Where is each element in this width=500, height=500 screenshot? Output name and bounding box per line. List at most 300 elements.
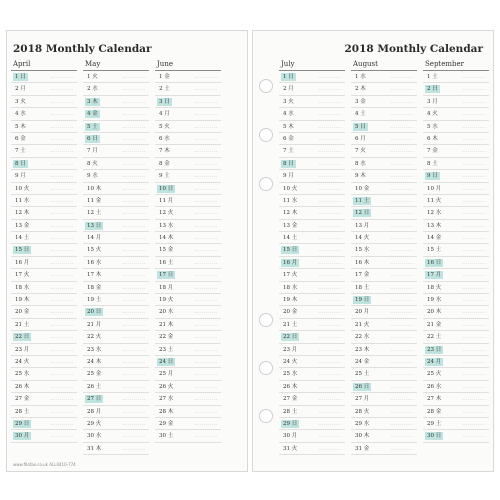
date-label: 21 土 <box>15 321 30 328</box>
date-label: 8 土 <box>427 160 438 167</box>
writing-line <box>123 387 145 388</box>
writing-line <box>391 226 413 227</box>
writing-line <box>463 250 485 251</box>
date-label: 10 月 <box>427 185 442 192</box>
writing-line <box>463 424 485 425</box>
writing-line <box>123 250 145 251</box>
writing-line <box>51 399 73 400</box>
day-row <box>83 331 149 343</box>
day-row <box>11 96 77 108</box>
date-label: 21 木 <box>159 321 174 328</box>
month-column-may <box>83 59 149 455</box>
date-label: 25 土 <box>355 371 370 378</box>
day-row <box>351 356 417 368</box>
writing-line <box>195 238 217 239</box>
date-label: 19 木 <box>15 297 30 304</box>
writing-line <box>123 362 145 363</box>
date-label: 27 木 <box>427 396 442 403</box>
date-label: 24 木 <box>87 358 102 365</box>
date-label: 13 金 <box>15 222 30 229</box>
month-column-june <box>155 59 221 443</box>
date-label: 1 火 <box>87 74 98 80</box>
writing-line <box>319 362 341 363</box>
holiday-date-label: 24 月 <box>427 358 442 365</box>
writing-line <box>195 127 217 128</box>
writing-line <box>463 226 485 227</box>
date-label: 20 金 <box>15 309 30 316</box>
writing-line <box>463 325 485 326</box>
date-label: 15 水 <box>355 247 370 254</box>
day-row <box>279 232 345 244</box>
writing-line <box>463 164 485 165</box>
writing-line <box>391 399 413 400</box>
writing-line <box>51 275 73 276</box>
writing-line <box>195 312 217 313</box>
day-row <box>423 282 489 294</box>
date-label: 19 火 <box>159 297 174 304</box>
date-label: 19 土 <box>87 297 102 304</box>
date-label: 14 月 <box>87 235 102 242</box>
writing-line <box>123 201 145 202</box>
writing-line <box>123 374 145 375</box>
day-row <box>279 381 345 393</box>
writing-line <box>51 164 73 165</box>
date-label: 31 木 <box>87 445 102 452</box>
date-label: 1 水 <box>355 74 366 80</box>
writing-line <box>319 374 341 375</box>
writing-line <box>319 226 341 227</box>
month-name: May <box>83 59 149 71</box>
writing-line <box>51 77 73 78</box>
writing-line <box>51 374 73 375</box>
date-label: 15 土 <box>427 247 442 254</box>
date-label: 2 木 <box>355 86 366 93</box>
date-label: 14 土 <box>15 235 30 242</box>
day-row <box>423 257 489 269</box>
holiday-date-label: 16 日 <box>427 259 442 266</box>
writing-line <box>463 436 485 437</box>
day-row <box>351 319 417 331</box>
holiday-date-label: 9 日 <box>427 173 438 180</box>
holiday-date-label: 4 金 <box>87 111 98 118</box>
day-row <box>423 294 489 306</box>
date-label: 23 月 <box>283 346 298 353</box>
day-row <box>351 183 417 195</box>
day-row <box>155 195 221 207</box>
day-row <box>11 207 77 219</box>
day-row <box>83 393 149 405</box>
date-label: 17 火 <box>15 272 30 279</box>
day-row <box>279 319 345 331</box>
writing-line <box>391 114 413 115</box>
date-label: 12 土 <box>87 210 102 217</box>
holiday-date-label: 29 日 <box>15 420 30 427</box>
day-row <box>279 108 345 120</box>
writing-line <box>391 288 413 289</box>
day-row <box>83 430 149 442</box>
writing-line <box>51 424 73 425</box>
writing-line <box>51 151 73 152</box>
date-label: 13 月 <box>355 222 370 229</box>
date-label: 4 月 <box>159 111 170 118</box>
date-label: 30 水 <box>87 433 102 440</box>
day-row <box>155 269 221 281</box>
day-row <box>351 71 417 83</box>
holiday-date-label: 12 日 <box>355 210 370 217</box>
date-label: 2 水 <box>87 86 98 93</box>
date-label: 25 水 <box>15 371 30 378</box>
day-row <box>155 344 221 356</box>
writing-line <box>319 300 341 301</box>
day-row <box>351 232 417 244</box>
day-row <box>155 406 221 418</box>
writing-line <box>195 114 217 115</box>
date-label: 7 土 <box>283 148 294 155</box>
writing-line <box>319 337 341 338</box>
date-label: 27 金 <box>283 396 298 403</box>
date-label: 26 木 <box>283 383 298 390</box>
holiday-date-label: 3 日 <box>159 98 170 105</box>
month-column-august <box>351 59 417 455</box>
writing-line <box>195 77 217 78</box>
writing-line <box>123 312 145 313</box>
day-row <box>11 158 77 170</box>
day-row <box>279 183 345 195</box>
writing-line <box>51 300 73 301</box>
date-label: 30 月 <box>283 433 298 440</box>
day-row <box>279 344 345 356</box>
holiday-date-label: 1 日 <box>15 74 26 80</box>
day-row <box>279 406 345 418</box>
date-label: 3 火 <box>15 98 26 105</box>
date-label: 26 木 <box>15 383 30 390</box>
date-label: 17 火 <box>283 272 298 279</box>
writing-line <box>391 250 413 251</box>
writing-line <box>51 325 73 326</box>
writing-line <box>195 213 217 214</box>
date-label: 13 木 <box>427 222 442 229</box>
day-row <box>11 170 77 182</box>
day-row <box>155 96 221 108</box>
day-row <box>155 108 221 120</box>
date-label: 3 月 <box>427 98 438 105</box>
day-row <box>423 108 489 120</box>
date-label: 18 水 <box>283 284 298 291</box>
writing-line <box>391 139 413 140</box>
day-row <box>83 220 149 232</box>
writing-line <box>463 288 485 289</box>
day-row <box>83 121 149 133</box>
day-row <box>11 220 77 232</box>
day-row <box>351 257 417 269</box>
date-label: 2 月 <box>283 86 294 93</box>
day-row <box>351 282 417 294</box>
date-label: 23 月 <box>15 346 30 353</box>
date-label: 10 火 <box>15 185 30 192</box>
date-label: 28 土 <box>283 408 298 415</box>
writing-line <box>195 325 217 326</box>
writing-line <box>463 399 485 400</box>
writing-line <box>51 412 73 413</box>
date-label: 26 水 <box>427 383 442 390</box>
publisher-footer: www.filofax.co.uk ALL0410-774 <box>13 462 76 467</box>
day-row <box>155 368 221 380</box>
day-row <box>279 306 345 318</box>
day-row <box>11 381 77 393</box>
writing-line <box>463 102 485 103</box>
writing-line <box>391 77 413 78</box>
writing-line <box>319 114 341 115</box>
day-row <box>279 257 345 269</box>
writing-line <box>463 114 485 115</box>
date-label: 7 金 <box>427 148 438 155</box>
holiday-date-label: 30 月 <box>15 433 30 440</box>
day-row <box>83 368 149 380</box>
writing-line <box>391 164 413 165</box>
writing-line <box>463 275 485 276</box>
date-label: 22 金 <box>159 334 174 341</box>
writing-line <box>123 176 145 177</box>
day-row <box>11 393 77 405</box>
day-row <box>83 145 149 157</box>
writing-line <box>391 374 413 375</box>
writing-line <box>51 362 73 363</box>
month-column-april <box>11 59 77 443</box>
date-label: 4 土 <box>355 111 366 118</box>
date-label: 3 金 <box>355 98 366 105</box>
date-label: 26 火 <box>159 383 174 390</box>
day-row <box>279 331 345 343</box>
writing-line <box>463 387 485 388</box>
date-label: 29 水 <box>355 420 370 427</box>
date-label: 10 木 <box>87 185 102 192</box>
date-label: 24 金 <box>355 358 370 365</box>
writing-line <box>123 77 145 78</box>
day-row <box>423 344 489 356</box>
day-row <box>11 232 77 244</box>
day-row <box>155 158 221 170</box>
date-label: 28 土 <box>15 408 30 415</box>
writing-line <box>463 213 485 214</box>
day-row <box>423 195 489 207</box>
day-row <box>279 71 345 83</box>
date-label: 14 金 <box>427 235 442 242</box>
writing-line <box>195 424 217 425</box>
writing-line <box>319 176 341 177</box>
writing-line <box>319 189 341 190</box>
day-row <box>279 368 345 380</box>
writing-line <box>123 226 145 227</box>
date-label: 20 水 <box>159 309 174 316</box>
writing-line <box>463 151 485 152</box>
writing-line <box>463 238 485 239</box>
day-row <box>83 207 149 219</box>
day-row <box>155 393 221 405</box>
date-label: 4 水 <box>15 111 26 118</box>
day-row <box>155 183 221 195</box>
holiday-date-label: 15 日 <box>283 247 298 254</box>
writing-line <box>123 213 145 214</box>
writing-line <box>195 288 217 289</box>
day-row <box>11 319 77 331</box>
writing-line <box>391 151 413 152</box>
writing-line <box>391 300 413 301</box>
writing-line <box>319 399 341 400</box>
date-label: 23 木 <box>355 346 370 353</box>
writing-line <box>319 213 341 214</box>
day-row <box>279 430 345 442</box>
day-row <box>351 406 417 418</box>
date-label: 22 水 <box>355 334 370 341</box>
date-label: 9 月 <box>283 173 294 180</box>
date-label: 25 月 <box>159 371 174 378</box>
writing-line <box>391 102 413 103</box>
day-row <box>155 244 221 256</box>
holiday-date-label: 11 土 <box>355 197 370 204</box>
day-row <box>351 393 417 405</box>
binder-hole <box>259 128 273 142</box>
writing-line <box>391 312 413 313</box>
day-row <box>279 443 345 455</box>
day-row <box>83 133 149 145</box>
day-row <box>155 430 221 442</box>
page-title: 2018 Monthly Calendar <box>13 43 152 55</box>
day-row <box>83 319 149 331</box>
day-row <box>11 406 77 418</box>
day-row <box>11 257 77 269</box>
date-label: 10 火 <box>283 185 298 192</box>
date-label: 16 月 <box>15 259 30 266</box>
writing-line <box>123 337 145 338</box>
writing-line <box>391 176 413 177</box>
holiday-date-label: 22 日 <box>15 334 30 341</box>
date-label: 11 月 <box>159 197 174 204</box>
day-row <box>155 220 221 232</box>
binder-hole <box>259 361 273 375</box>
day-row <box>83 406 149 418</box>
writing-line <box>51 263 73 264</box>
date-label: 29 土 <box>427 420 442 427</box>
binder-hole <box>259 409 273 423</box>
date-label: 9 土 <box>159 173 170 180</box>
holiday-date-label: 5 土 <box>87 123 98 130</box>
date-label: 28 月 <box>87 408 102 415</box>
writing-line <box>51 201 73 202</box>
writing-line <box>195 300 217 301</box>
day-row <box>83 257 149 269</box>
writing-line <box>319 312 341 313</box>
date-label: 2 土 <box>159 86 170 93</box>
date-label: 6 水 <box>159 135 170 142</box>
month-name: September <box>423 59 489 71</box>
calendar-page-left <box>6 30 248 472</box>
day-row <box>155 83 221 95</box>
day-row <box>351 344 417 356</box>
writing-line <box>51 127 73 128</box>
day-row <box>279 220 345 232</box>
day-row <box>155 257 221 269</box>
date-label: 17 木 <box>87 272 102 279</box>
date-label: 21 金 <box>427 321 442 328</box>
date-label: 30 土 <box>159 433 174 440</box>
writing-line <box>319 139 341 140</box>
day-row <box>155 381 221 393</box>
date-label: 7 月 <box>87 148 98 155</box>
writing-line <box>123 102 145 103</box>
date-label: 1 土 <box>427 74 438 80</box>
date-label: 5 木 <box>283 123 294 130</box>
writing-line <box>123 449 145 450</box>
writing-line <box>319 89 341 90</box>
day-row <box>155 71 221 83</box>
writing-line <box>51 312 73 313</box>
writing-line <box>123 424 145 425</box>
writing-line <box>195 263 217 264</box>
date-label: 5 木 <box>15 123 26 130</box>
date-label: 25 火 <box>427 371 442 378</box>
day-row <box>155 418 221 430</box>
writing-line <box>51 238 73 239</box>
day-row <box>155 207 221 219</box>
holiday-date-label: 5 日 <box>355 123 366 130</box>
day-row <box>423 96 489 108</box>
writing-line <box>123 164 145 165</box>
day-row <box>11 294 77 306</box>
writing-line <box>123 114 145 115</box>
date-label: 6 金 <box>15 135 26 142</box>
date-label: 31 金 <box>355 445 370 452</box>
day-row <box>11 195 77 207</box>
date-label: 24 火 <box>15 358 30 365</box>
date-label: 31 火 <box>283 445 298 452</box>
day-row <box>83 183 149 195</box>
day-row <box>423 319 489 331</box>
writing-line <box>463 89 485 90</box>
day-row <box>83 418 149 430</box>
day-row <box>279 145 345 157</box>
date-label: 8 火 <box>87 160 98 167</box>
holiday-date-label: 6 日 <box>87 135 98 142</box>
day-row <box>423 71 489 83</box>
holiday-date-label: 13 日 <box>87 222 102 229</box>
writing-line <box>463 337 485 338</box>
day-row <box>155 356 221 368</box>
date-label: 5 水 <box>427 123 438 130</box>
day-row <box>83 232 149 244</box>
writing-line <box>195 350 217 351</box>
writing-line <box>463 189 485 190</box>
date-label: 18 火 <box>427 284 442 291</box>
day-row <box>423 368 489 380</box>
writing-line <box>195 164 217 165</box>
day-row <box>279 207 345 219</box>
day-row <box>351 368 417 380</box>
day-row <box>11 331 77 343</box>
writing-line <box>123 288 145 289</box>
writing-line <box>51 189 73 190</box>
writing-line <box>319 250 341 251</box>
date-label: 26 土 <box>87 383 102 390</box>
day-row <box>351 83 417 95</box>
date-label: 14 火 <box>355 235 370 242</box>
day-row <box>155 306 221 318</box>
writing-line <box>391 325 413 326</box>
day-row <box>423 306 489 318</box>
day-row <box>351 443 417 455</box>
holiday-date-label: 27 日 <box>87 396 102 403</box>
day-row <box>351 170 417 182</box>
day-row <box>279 418 345 430</box>
